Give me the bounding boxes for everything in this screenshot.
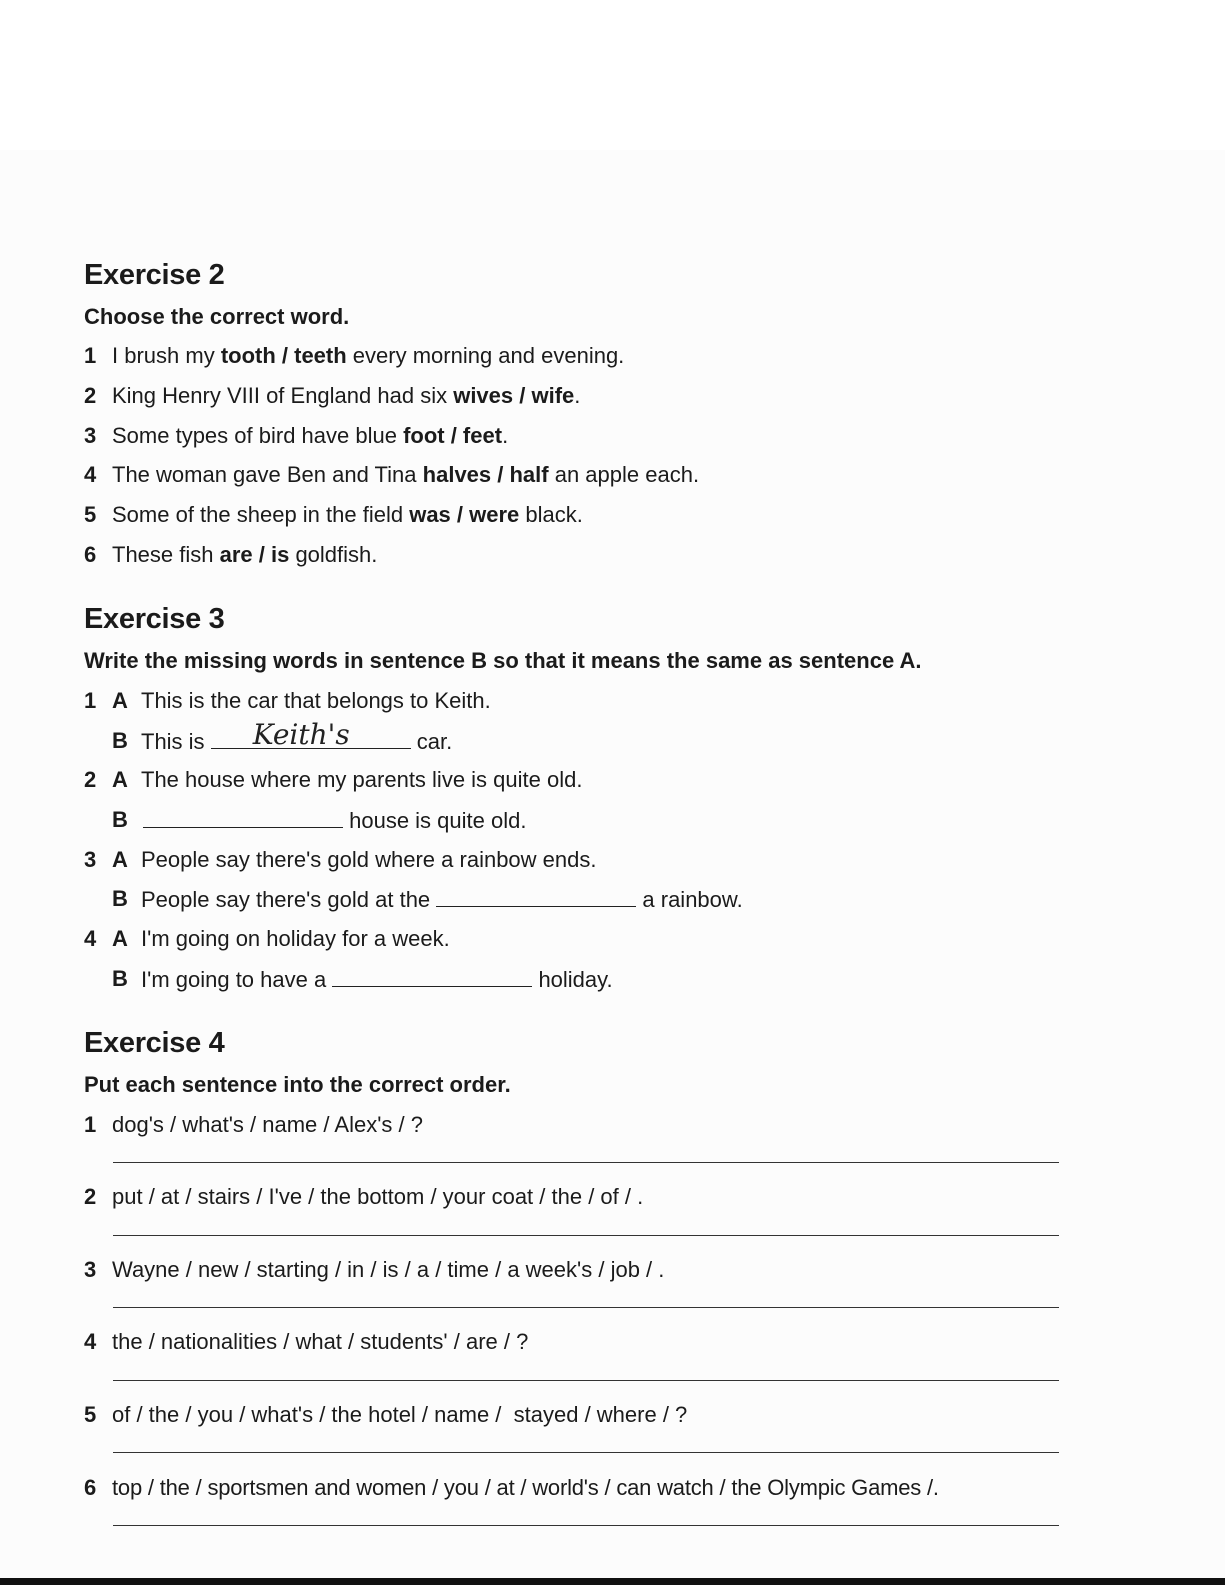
item-number: 3 [84,1257,97,1282]
exercise-2-instruction: Choose the correct word. [84,304,350,329]
item-number: 6 [84,1475,97,1500]
jumbled-sentence: top / the / sportsmen and women / you / at / world's / can watch / the Olympic Games /. [112,1475,939,1500]
item-number: 6 [84,542,97,567]
sentence-end: . [502,423,509,448]
exercise-4-title: Exercise 4 [84,1027,225,1059]
item-number: 4 [84,926,97,951]
word-choice[interactable]: was / were [409,502,520,527]
item-number: 2 [84,383,97,408]
bottom-border [0,1578,1225,1585]
sentence-start: Some of the sheep in the field [112,502,410,527]
sentence-b-label: B [112,886,128,911]
word-choice[interactable]: halves / half [422,462,549,487]
sentence-b-label: B [112,728,128,753]
page-top-margin [0,0,1225,150]
item-sentence [112,462,699,488]
item-number: 3 [84,423,97,448]
sentence-a: The house where my parents live is quite old. [141,767,583,792]
answer-line[interactable] [113,1307,1059,1308]
sentence-start: These fish [112,542,220,567]
sentence-end: holiday. [532,967,613,992]
item-sentence [112,502,583,528]
sentence-start: King Henry VIII of England had six [112,383,454,408]
sentence-b-label: B [112,966,128,991]
item-sentence [112,343,624,369]
sentence-start: I brush my [112,343,221,368]
handwritten-answer: Keith's [252,718,350,751]
jumbled-sentence: dog's / what's / name / Alex's / ? [112,1112,423,1137]
sentence-start: People say there's gold at the [141,887,437,912]
answer-line[interactable] [113,1380,1059,1381]
answer-line[interactable] [113,1452,1059,1453]
sentence-end: car. [410,729,453,754]
exercise-2-title: Exercise 2 [84,259,225,291]
item-number: 4 [84,1329,97,1354]
sentence-a-label: A [112,688,128,713]
sentence-b [141,886,743,913]
sentence-b [141,718,453,755]
item-number: 4 [84,462,97,487]
word-choice[interactable]: wives / wife [453,383,575,408]
answer-line[interactable] [113,1525,1059,1526]
answer-line[interactable] [113,1162,1059,1163]
sentence-end: a rainbow. [636,887,743,912]
sentence-end: goldfish. [289,542,378,567]
item-sentence [112,423,508,449]
sentence-a-label: A [112,926,128,951]
item-number: 1 [84,688,97,713]
answer-blank[interactable] [211,718,411,751]
sentence-end: . [574,383,581,408]
sentence-start: The woman gave Ben and Tina [112,462,423,487]
exercise-3-title: Exercise 3 [84,603,225,635]
word-choice[interactable]: foot / feet [403,423,503,448]
sentence-b [141,966,613,993]
item-number: 3 [84,847,97,872]
sentence-a: This is the car that belongs to Keith. [141,688,491,713]
sentence-start: I'm going to have a [141,967,333,992]
jumbled-sentence: put / at / stairs / I've / the bottom / your coat / the / of / . [112,1184,644,1209]
sentence-a: People say there's gold where a rainbow ends. [141,847,597,872]
item-number: 2 [84,1184,97,1209]
answer-line[interactable] [113,1235,1059,1236]
sentence-end: house is quite old. [343,808,527,833]
word-choice[interactable]: are / is [219,542,290,567]
word-choice[interactable]: tooth / teeth [220,343,347,368]
item-number: 5 [84,1402,97,1427]
answer-blank[interactable] [143,807,343,828]
item-number: 2 [84,767,97,792]
sentence-end: black. [519,502,583,527]
sentence-end: an apple each. [548,462,700,487]
sentence-end: every morning and evening. [346,343,625,368]
exercise-3-instruction: Write the missing words in sentence B so that it means the same as sentence A. [84,648,922,673]
item-number: 1 [84,343,97,368]
answer-blank[interactable] [436,886,636,907]
sentence-b [143,807,526,834]
item-sentence [112,542,377,568]
answer-blank[interactable] [332,966,532,987]
sentence-a-label: A [112,767,128,792]
jumbled-sentence: the / nationalities / what / students' / are / ? [112,1329,529,1354]
item-number: 5 [84,502,97,527]
sentence-a-label: A [112,847,128,872]
jumbled-sentence: Wayne / new / starting / in / is / a / time / a week's / job / . [112,1257,665,1282]
jumbled-sentence: of / the / you / what's / the hotel / name / stayed / where / ? [112,1402,688,1427]
exercise-4-instruction: Put each sentence into the correct order. [84,1072,511,1097]
sentence-b-label: B [112,807,128,832]
sentence-start: This is [141,729,211,754]
sentence-start: Some types of bird have blue [112,423,404,448]
item-sentence [112,383,580,409]
sentence-a: I'm going on holiday for a week. [141,926,450,951]
item-number: 1 [84,1112,97,1137]
